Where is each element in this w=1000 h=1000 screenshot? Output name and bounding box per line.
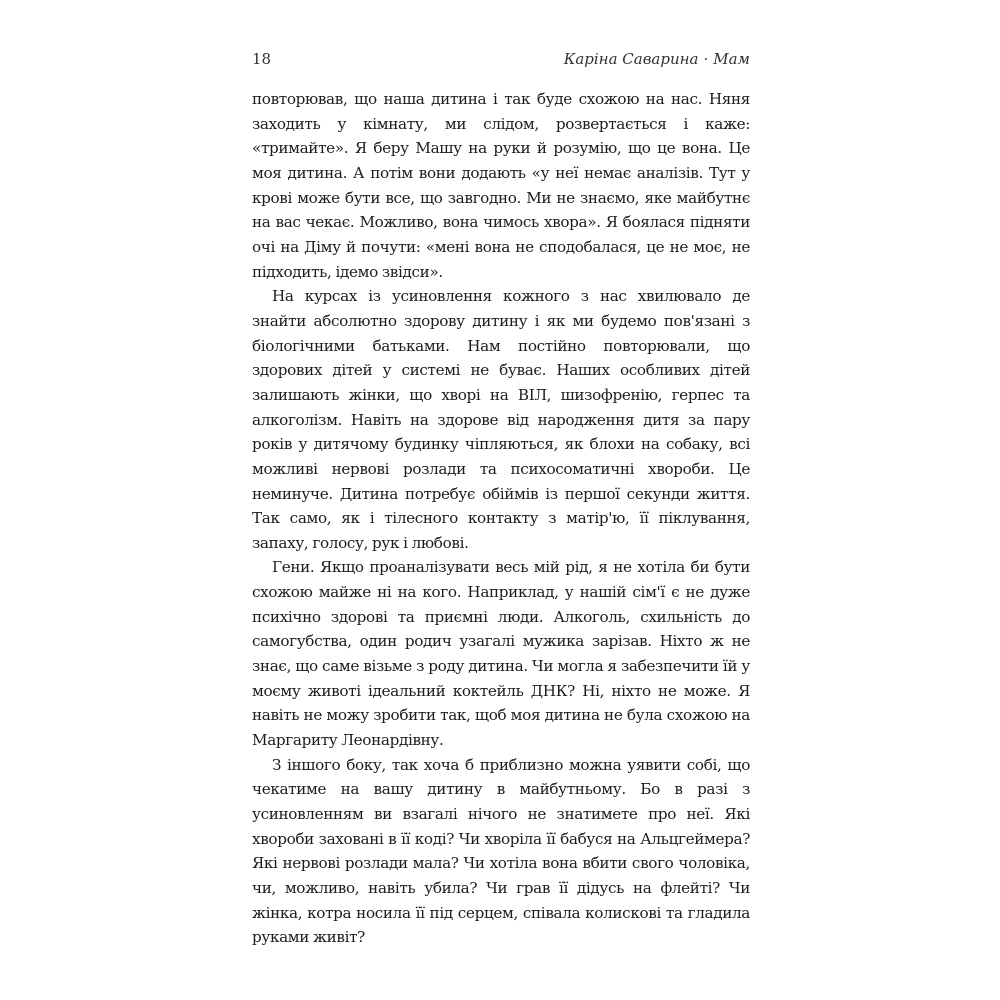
page-number: 18 <box>252 50 272 68</box>
paragraph-3: Гени. Якщо проаналізувати весь мій рід, я не хотіла би бути схожою майже ні на кого. Наприклад, у нашій сім'ї є не дуже психічно здорові та приємні люди. Алкоголь, схильність до самогубства, один родич узагалі мужика зарізав. Ніхто ж не знає, що саме візьме з роду дитина. Чи могла я забезпечити їй у моєму животі ідеальний коктейль ДНК? Ні, ніхто не може. Я навіть не можу зробити так, щоб моя дитина не була схожою на Маргариту Леонардівну. <box>252 558 750 750</box>
body-text <box>252 87 750 950</box>
paragraph-2: На курсах із усиновлення кожного з нас хвилювало де знайти абсолютно здорову дитину і як ми будемо пов'язані з біологічними батьками. Нам постійно повторювали, що здорових дітей у системі не буває. Наших особливих дітей залишають жінки, що хворі на ВІЛ, шизофренію, герпес та алкоголізм. Навіть на здорове від народження дитя за пару років у дитячому будинку чіпляються, як блохи на собаку, всі можливі нервові розлади та психосоматичні хвороби. Це неминуче. Дитина потребує обіймів із першої секунди життя. Так само, як і тілесного контакту з матір'ю, її піклування, запаху, голосу, рук і любові. <box>252 287 750 552</box>
paragraph-4: З іншого боку, так хоча б приблизно можна уявити собі, що чекатиме на вашу дитину в майбутньому. Бо в разі з усиновленням ви взагалі нічого не знатимете про неї. Які хвороби заховані в її коді? Чи хворіла її бабуся на Альцгеймера? Які нервові розлади мала? Чи хотіла вона вбити свого чоловіка, чи, можливо, навіть убила? Чи грав її дідусь на флейті? Чи жінка, котра носила її під серцем, співала колискові та гладила руками живіт? <box>252 755 750 947</box>
book-meta <box>564 50 750 68</box>
running-head <box>252 50 750 74</box>
paragraph-1: повторював, що наша дитина і так буде схожою на нас. Няня заходить у кімнату, ми слідом, розвертається і каже: «тримайте». Я беру Машу на руки й розумію, що це вона. Це моя дитина. А потім вони додають «у неї немає аналізів. Тут у крові може бути все, що завгодно. Ми не знаємо, яке майбутнє на вас чекає. Можливо, вона чимось хвора». Я боялася підняти очі на Діму й почути: «мені вона не сподобалася, це не моє, не підходить, ідемо звідси». <box>252 90 750 281</box>
meta-separator: · <box>703 50 709 68</box>
author-name: Каріна Саварина <box>563 50 699 68</box>
book-title: Мам <box>713 50 750 68</box>
